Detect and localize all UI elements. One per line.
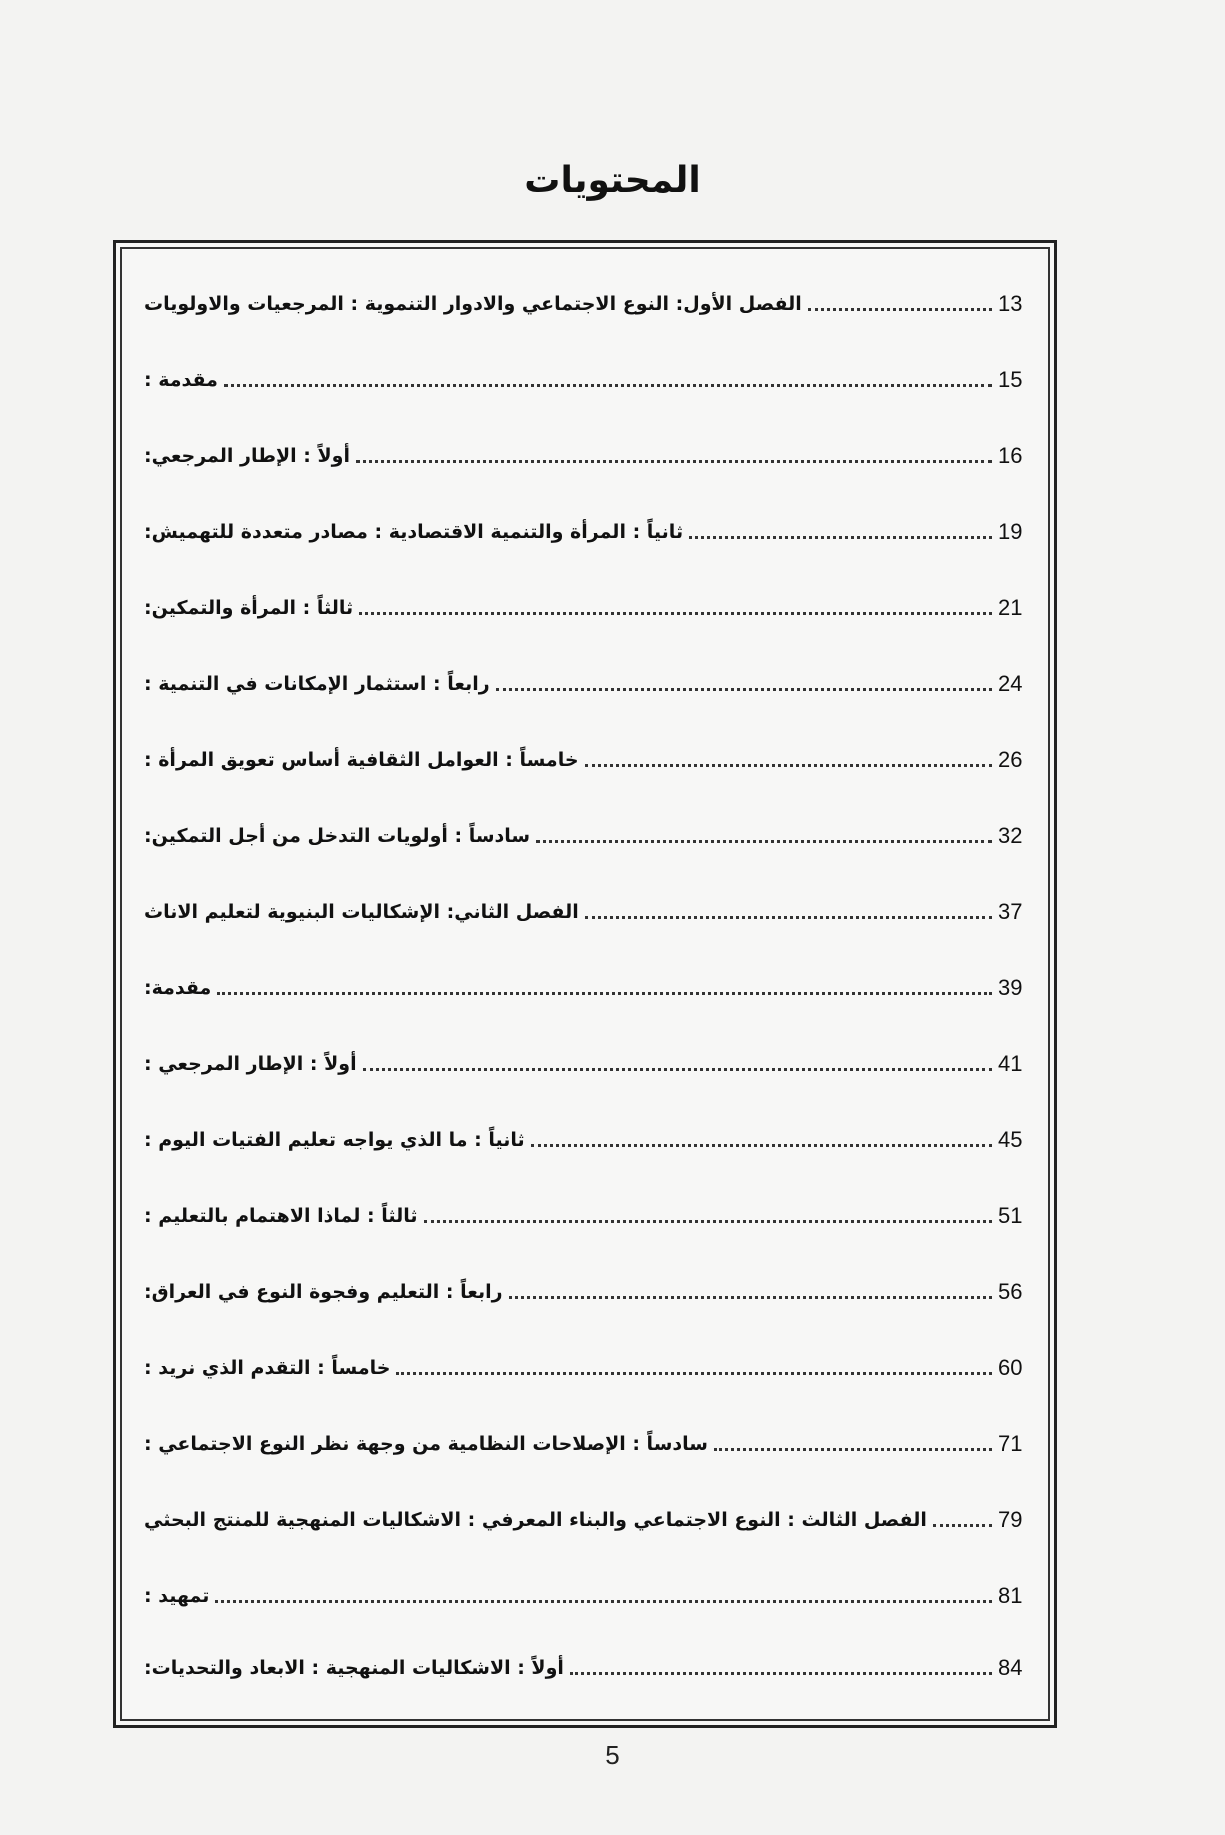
toc-leader-dots	[363, 1068, 992, 1071]
toc-entry-title: خامساً : التقدم الذي نريد :	[144, 1357, 391, 1379]
toc-entry-page: 39	[998, 975, 1023, 1000]
toc-leader-dots	[585, 764, 992, 767]
toc-entry-title: رابعاً : استثمار الإمكانات في التنمية :	[144, 673, 490, 695]
toc-leader-dots	[509, 1296, 992, 1299]
toc-entry	[144, 817, 1030, 851]
toc-entry-title: ثالثاً : المرأة والتمكين:	[144, 597, 354, 619]
toc-entry-page: 79	[998, 1507, 1023, 1532]
toc-leader-dots	[570, 1672, 992, 1675]
toc-leader-dots	[585, 916, 992, 919]
toc-entry-title: أولاً : الاشكاليات المنهجية : الابعاد والتحديات:	[144, 1657, 564, 1679]
toc-entry-page: 71	[998, 1431, 1023, 1456]
toc-leader-dots	[536, 840, 992, 843]
toc-entry	[144, 285, 1030, 319]
toc-entry-page: 16	[998, 443, 1023, 468]
toc-entry	[144, 1349, 1030, 1383]
toc-entry	[144, 513, 1030, 547]
toc-entry	[144, 1273, 1030, 1307]
toc-entry-title: الفصل الأول: النوع الاجتماعي والادوار التنموية : المرجعيات والاولويات	[144, 293, 802, 315]
toc-entry-page: 24	[998, 671, 1023, 696]
toc-entry-title: الفصل الثالث : النوع الاجتماعي والبناء المعرفي : الاشكاليات المنهجية للمنتج البحثي	[144, 1509, 927, 1531]
toc-entry-title: مقدمة :	[144, 369, 218, 391]
toc-entry-page: 19	[998, 519, 1023, 544]
toc-entry-page: 56	[998, 1279, 1023, 1304]
toc-entry	[144, 361, 1030, 395]
toc-entry	[144, 589, 1030, 623]
toc-leader-dots	[359, 612, 992, 615]
toc-entry-page: 84	[998, 1655, 1023, 1680]
toc-entry-page: 21	[998, 595, 1023, 620]
page-number: 5	[605, 1740, 620, 1770]
toc-leader-dots	[531, 1144, 992, 1147]
toc-entry-title: سادساً : الإصلاحات النظامية من وجهة نظر النوع الاجتماعي :	[144, 1433, 708, 1455]
toc-entry-title: الفصل الثاني: الإشكاليات البنيوية لتعليم الاناث	[144, 901, 579, 923]
toc-entry-page: 26	[998, 747, 1023, 772]
toc-leader-dots	[424, 1220, 992, 1223]
toc-entry	[144, 437, 1030, 471]
toc-entry-title: ثالثاً : لماذا الاهتمام بالتعليم :	[144, 1205, 418, 1227]
toc-leader-dots	[356, 460, 992, 463]
toc-entry-title: مقدمة:	[144, 977, 212, 999]
toc-entry-title: ثانياً : ما الذي يواجه تعليم الفتيات اليوم :	[144, 1129, 525, 1151]
toc-entry-page: 81	[998, 1583, 1023, 1608]
toc-leader-dots	[714, 1448, 992, 1451]
toc-entry-title: سادساً : أولويات التدخل من أجل التمكين:	[144, 825, 531, 847]
toc-entry-page: 37	[998, 899, 1023, 924]
toc-entry	[144, 665, 1030, 699]
toc-entry-title: رابعاً : التعليم وفجوة النوع في العراق:	[144, 1281, 503, 1303]
toc-entry	[144, 893, 1030, 927]
toc-leader-dots	[224, 384, 992, 387]
toc-entry	[144, 1045, 1030, 1079]
toc-leader-dots	[933, 1524, 992, 1527]
toc-entry	[144, 1425, 1030, 1459]
toc-entry-title: ثانياً : المرأة والتنمية الاقتصادية : مصادر متعددة للتهميش:	[144, 521, 684, 543]
toc-leader-dots	[396, 1372, 992, 1375]
toc-entry	[144, 969, 1030, 1003]
toc-entry	[144, 1501, 1030, 1535]
toc-entry-title: تمهيد :	[144, 1585, 210, 1607]
toc-entry	[144, 1197, 1030, 1231]
toc-inner-border	[120, 247, 1050, 1721]
toc-entry-title: خامساً : العوامل الثقافية أساس تعويق المرأة :	[144, 749, 579, 771]
toc-entry	[144, 1121, 1030, 1155]
toc-leader-dots	[689, 536, 992, 539]
toc-entry	[144, 1649, 1030, 1683]
toc-entry-page: 13	[998, 291, 1023, 316]
toc-entry-page: 41	[998, 1051, 1023, 1076]
toc-entry-page: 15	[998, 367, 1023, 392]
toc-entry-title: أولاً : الإطار المرجعي:	[144, 445, 350, 467]
toc-entry-page: 51	[998, 1203, 1023, 1228]
toc-entry	[144, 1577, 1030, 1611]
toc-leader-dots	[215, 1600, 992, 1603]
toc-leader-dots	[808, 308, 992, 311]
toc-entry-page: 60	[998, 1355, 1023, 1380]
toc-frame	[113, 240, 1057, 1728]
toc-leader-dots	[217, 992, 992, 995]
toc-entry-page: 32	[998, 823, 1023, 848]
page-title: المحتويات	[524, 160, 701, 201]
toc-entry-title: أولاً : الإطار المرجعي :	[144, 1053, 357, 1075]
toc-leader-dots	[496, 688, 992, 691]
toc-entry-page: 45	[998, 1127, 1023, 1152]
toc-entry	[144, 741, 1030, 775]
